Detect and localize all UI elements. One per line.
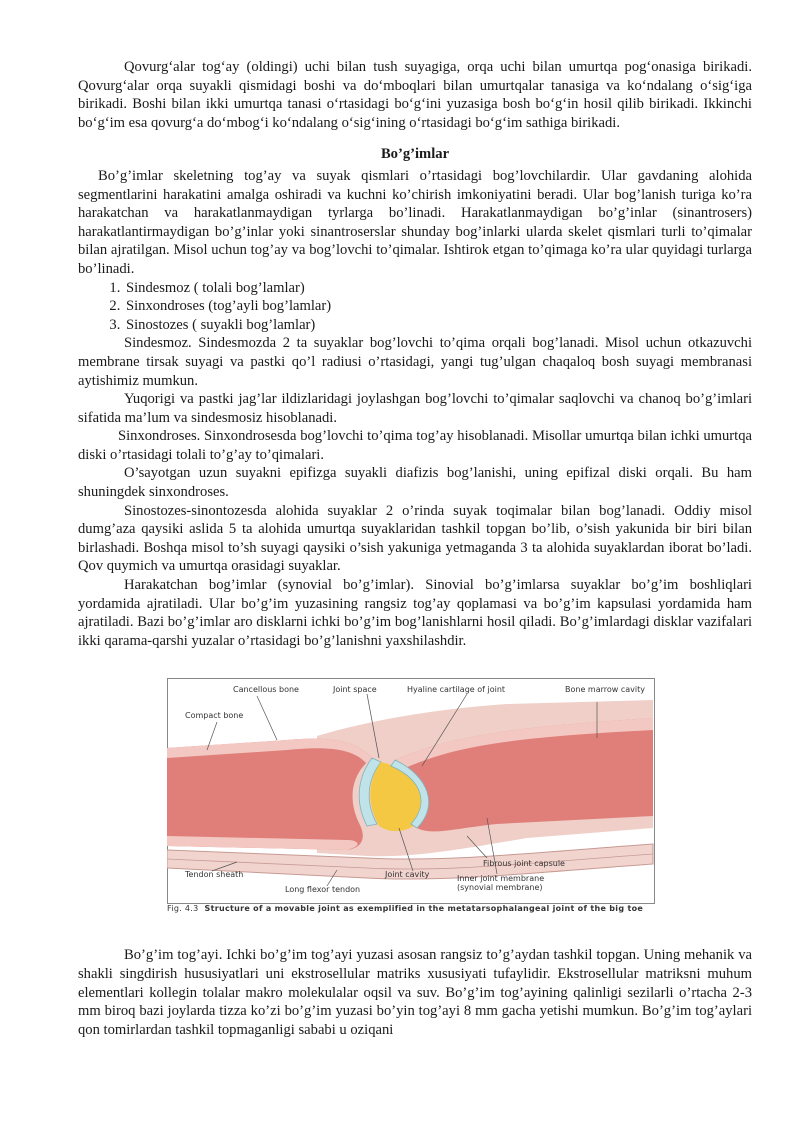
joint-types-list [78, 279, 752, 335]
label-fibrous-capsule: Fibrous joint capsule [483, 859, 565, 869]
figure-caption [167, 904, 655, 913]
label-joint-cavity: Joint cavity [385, 870, 430, 880]
joint-diagram [167, 678, 655, 904]
label-flexor-tendon: Long flexor tendon [285, 885, 361, 895]
figure-caption-text: Structure of a movable joint as exemplified in the metatarsophalangeal joint of the big toe [204, 904, 644, 914]
label-joint-space: Joint space [333, 685, 377, 695]
paragraph-cartilage: Bo’g’im tog’ayi. Ichki bo’g’im tog’ayi yuzasi asosan rangsiz to’g’aydan tashkil topgan. Uning mehanik va shakli singdirish hususiyatlari uni ekstrosellular matriks xususiyati tufaylidir. Ekstrosellular matriksni muhum elementlari kollegin tolalar makro molekulalar oqsil va suv. Bo’g’im tog’ayining qalinligi sezilarli o’rtacha 2-3 mm biroq bazi joylarda tizza ko’zi bo’g’im yuzasi bo’yin tog’ayi 8 mm gacha yetishi mumkun. Bo’g’im tog’aylari qon tomirlardan tashkil topmaganligi sababi u oziqani [78, 947, 752, 1038]
document-page [78, 58, 752, 1039]
section-title: Bo’g’imlar [380, 146, 450, 163]
paragraph-synovial: Harakatchan bog’imlar (synovial bo’g’imlar). Sinovial bo’g’imlarsa suyaklar bo’g’im boshliqlari yordamida ajratiladi. Ular bo’g’im yuzasining rangsiz tog’ay qoplamasi va bo’g’im kapsulasi yordamida ham ajratiladi. Bazi bo’g’imlar aro disklarni ichki bo’g’im bog’lanishlarni hosil qiladi. Bo’g’imlardagi disklar vazifalari ikki qarama-qarshi yuzalar o’rtasidagi bo’g’lanishni yaxshilashdir. [78, 577, 752, 649]
joint-figure [167, 678, 655, 926]
figure-number: Fig. 4.3 [167, 904, 199, 914]
label-tendon-sheath: Tendon sheath [185, 870, 244, 880]
label-hyaline-cartilage: Hyaline cartilage of joint [407, 685, 506, 695]
paragraph-synostosis: Sinostozes-sinontozesda alohida suyaklar 2 o’rinda suyak toqimalar bilan bog’lanadi. Oddiy misol dumg’aza qaysiki aslida 5 ta alohida umurtqa suyaklaridan tashkil topgan bo’lib, o’sish yakunida bir biri bilan birlashadi. Boshqa misol to’sh suyagi qaysiki o’sish yakuniga yetmaganda 3 ta alohida suyaklardan iborat bo’ladi. Qov quymich va umurtqa orasidagi suyaklar. [78, 502, 752, 575]
label-bone-marrow: Bone marrow cavity [565, 685, 645, 695]
list-item: 3. Sinostozes ( suyakli bog’lamlar) [124, 316, 752, 335]
label-synovial-membrane: (synovial membrane) [457, 883, 543, 893]
label-compact-bone: Compact bone [185, 711, 244, 721]
paragraph-ribs: Qovurg‘alar tog‘ay (oldingi) uchi bilan tush suyagiga, orqa uchi bilan umurtqa pog‘onasiga birikadi. Qovurg‘alar orqa suyakli qismidagi boshi va do‘mboqlari bilan umurtqalar tanasiga va ko‘ndalang o‘sig‘iga birikadi. Boshi bilan ikki umurtqa tanasi o‘rtasidagi bo‘g‘ini yuzasiga bosh bo‘g‘in hosil qilib birikadi. Ikkinchi bo‘g‘im esa qovurg‘a do‘mbog‘i ko‘ndalang o‘sig‘ining o‘rtasidagi bo‘g‘im sathiga birikadi. [78, 59, 752, 131]
label-inner-membrane: Inner joint membrane [457, 874, 545, 884]
paragraph-synchondrosis: Sinxondroses. Sinxondrosesda bog’lovchi to’qima tog’ay hisoblanadi. Misollar umurtqa bilan ichki umurtqa diski o’rtasidagi tolali to’g’ay to’qimalari. [78, 428, 752, 463]
paragraph-epiphysis: O’sayotgan uzun suyakni epifizga suyakli diafizis bog’lanishi, uning epifizal diski orqali. Bu ham shuningdek sinxondroses. [78, 465, 752, 501]
paragraph-syndesmosis: Sindesmoz. Sindesmozda 2 ta suyaklar bog’lovchi to’qima orqali bog’lanadi. Misol uchun otkazuvchi membrane tirsak suyagi va pastki qo’l radiusi o’rtasidagi, yangi tug’ulgan chaqaloq bosh suyagi membranasi aytishimiz mumkun. [78, 335, 752, 389]
list-item: 2. Sinxondroses (tog’ayli bog’lamlar) [124, 297, 752, 316]
list-item: 1. Sindesmoz ( tolali bog’lamlar) [124, 279, 752, 298]
paragraph-intro: Bo’g’imlar skeletning tog’ay va suyak qismlari o’rtasidagi bog’lovchilardir. Ular gavdaning alohida segmentlarini harakatini amalga oshiradi va kuchni ko’chirish imkoniyatini beradi. Ular bog’lanish turiga ko’ra harakatchan va harakatlanmaydigan tyrlarga bo’linadi. Harakatlanmaydigan bo’g’inlar (sinantrosers) harakatlantirmaydigan bo’g’inlar yoki sinantroserslar shunday bog’inlarki ularda skelet qismlari turli to’qimalar bilan ajratilgan. Misol uchun tog’ay va bog’lovchi to’qimalar. Ishtirok etgan to’qimaga ko’ra ular quyidagi turlarga bo’linadi. [78, 167, 752, 277]
label-cancellous-bone: Cancellous bone [233, 685, 299, 695]
paragraph-jaw: Yuqorigi va pastki jag’lar ildizlaridagi joylashgan bog’lovchi to’qimalar saqlovchi va chanoq bo’g’imlari sifatida ma’lum va sindesmosiz hisoblanadi. [78, 391, 752, 426]
